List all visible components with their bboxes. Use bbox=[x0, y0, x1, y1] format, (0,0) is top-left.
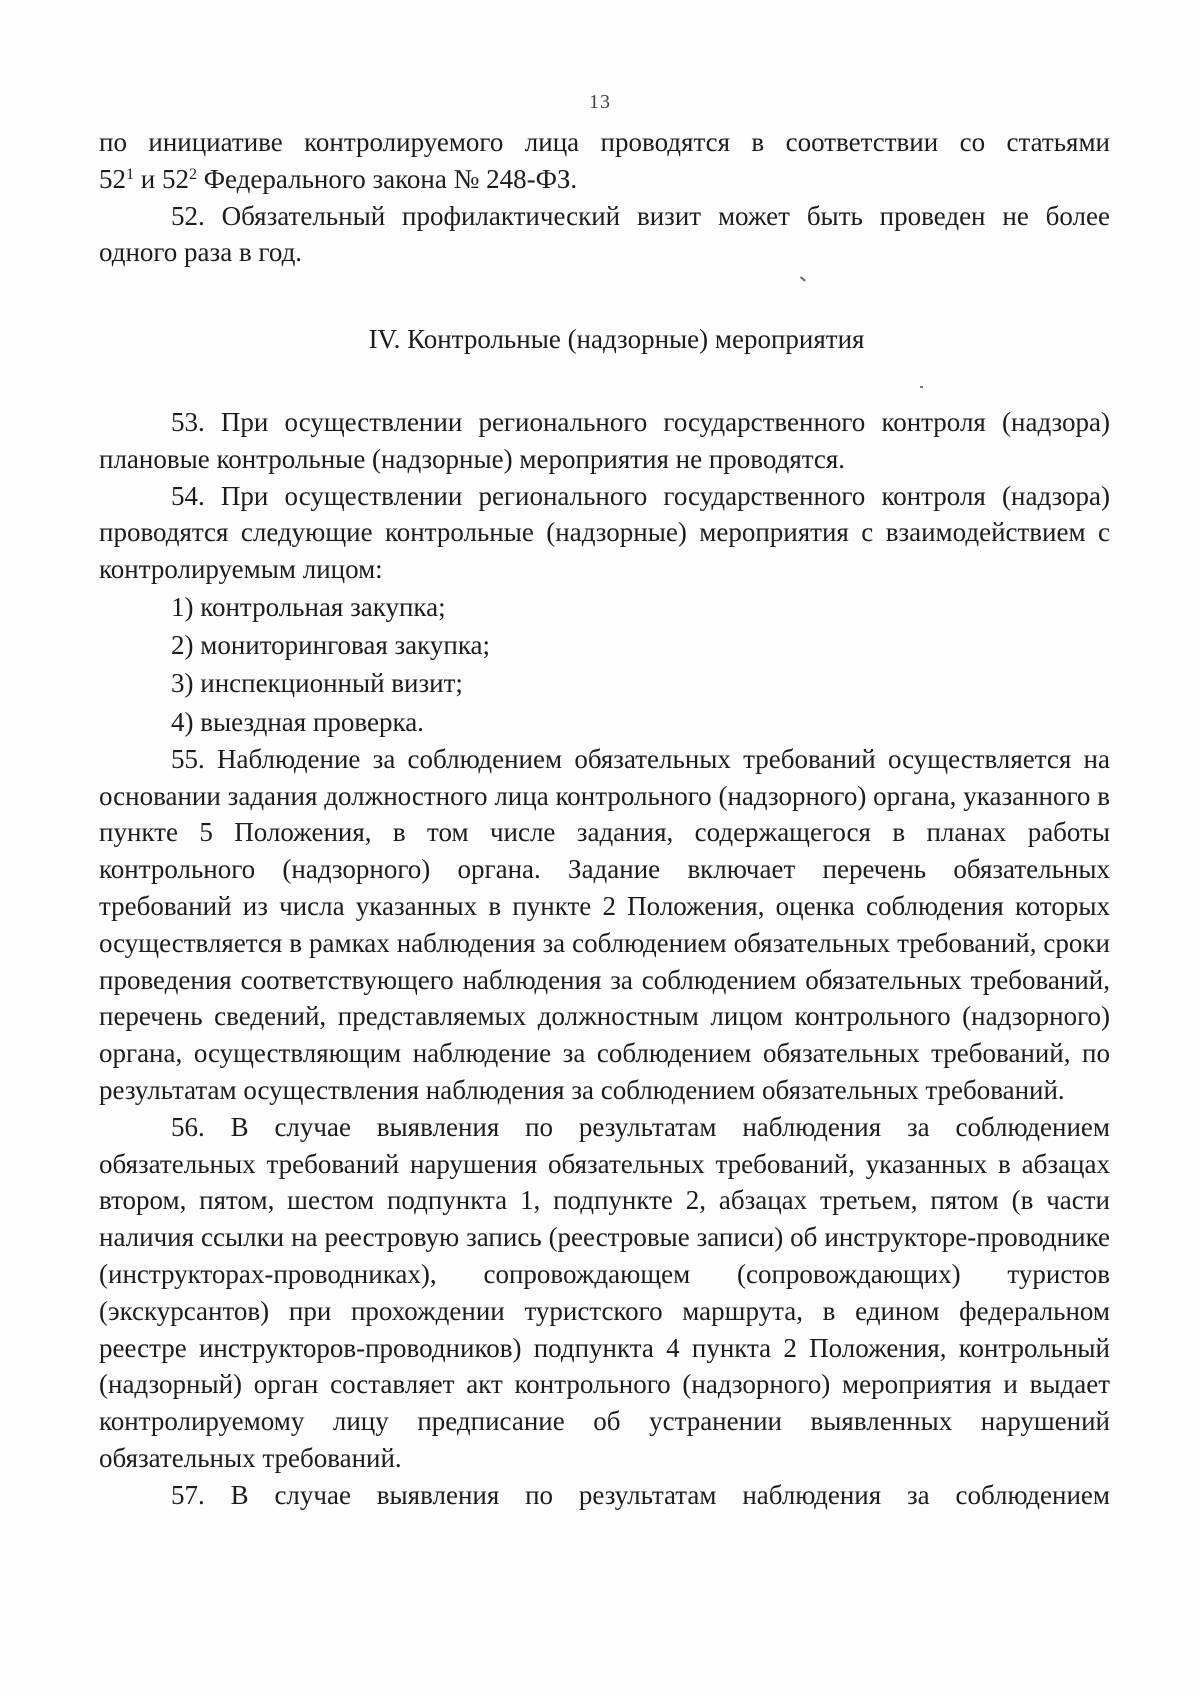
list-item: 2) мониторинговая закупка; bbox=[171, 630, 491, 661]
superscript: 2 bbox=[188, 165, 197, 183]
list-item: 1) контрольная закупка; bbox=[171, 591, 446, 622]
article-number: 52 bbox=[99, 163, 126, 194]
paragraph-56: 56. В случае выявления по результатам наблюдения за соблюдением обязательных требований нарушения обязательных требований, указанных в абзацах втором, пятом, шестом подпункта 1, подпункте 2, абзацах третьем, пятом (в части наличия ссылки на реестровую запись (реестровые записи) об инструкторе-проводнике (инструкторах-проводниках), сопровождающем (сопровождающих) туристов (экскурсантов) при прохождении туристского маршрута, в едином федеральном реестре инструкторов-проводников) подпункта 4 пункта 2 Положения, контрольный (надзорный) орган составляет акт контрольного (надзорного) мероприятия и выдает контролируемому лицу предписание об устранении выявленных нарушений обязательных требований. bbox=[99, 1111, 1110, 1473]
continuation-line: по инициативе контролируемого лица проводятся в соответствии со статьями bbox=[99, 127, 1110, 157]
list-item: 3) инспекционный визит; bbox=[171, 668, 463, 699]
article-number: 52 bbox=[161, 163, 189, 194]
law-reference: Федерального закона № 248-ФЗ. bbox=[196, 163, 578, 194]
section-heading: IV. Контрольные (надзорные) мероприятия bbox=[368, 324, 865, 355]
paragraph-52: 52. Обязательный профилактический визит может быть проведен не более одного раза в год. bbox=[99, 200, 1110, 268]
list-item: 4) выездная проверка. bbox=[171, 706, 424, 737]
paragraph-54: 54. При осуществлении регионального государственного контроля (надзора) проводятся следующие контрольные (надзорные) мероприятия с взаимодействием с контролируемым лицом: bbox=[99, 480, 1110, 585]
conjunction: и bbox=[134, 163, 162, 194]
superscript: 1 bbox=[126, 165, 134, 183]
paragraph-57: 57. В случае выявления по результатам наблюдения за соблюдением bbox=[171, 1479, 1110, 1510]
continuation-tail bbox=[99, 161, 1110, 198]
paragraph-55: 55. Наблюдение за соблюдением обязательных требований осуществляется на основании задания должностного лица контрольного (надзорного) органа, указанного в пункте 5 Положения, в том числе задания, содержащегося в планах работы контрольного (надзорного) органа. Задание включает перечень обязательных требований из числа указанных в пункте 2 Положения, оценка соблюдения которых осуществляется в рамках наблюдения за соблюдением обязательных требований, сроки проведения соответствующего наблюдения за соблюдением обязательных требований, перечень сведений, представляемых должностным лицом контрольного (надзорного) органа, осуществляющим наблюдение за соблюдением обязательных требований, по результатам осуществления наблюдения за соблюдением обязательных требований. bbox=[99, 743, 1110, 1105]
paragraph-53: 53. При осуществлении регионального государственного контроля (надзора) плановые контрольные (надзорные) мероприятия не проводятся. bbox=[99, 406, 1110, 474]
document-body bbox=[99, 124, 1110, 1514]
page-number: 13 bbox=[589, 91, 611, 113]
